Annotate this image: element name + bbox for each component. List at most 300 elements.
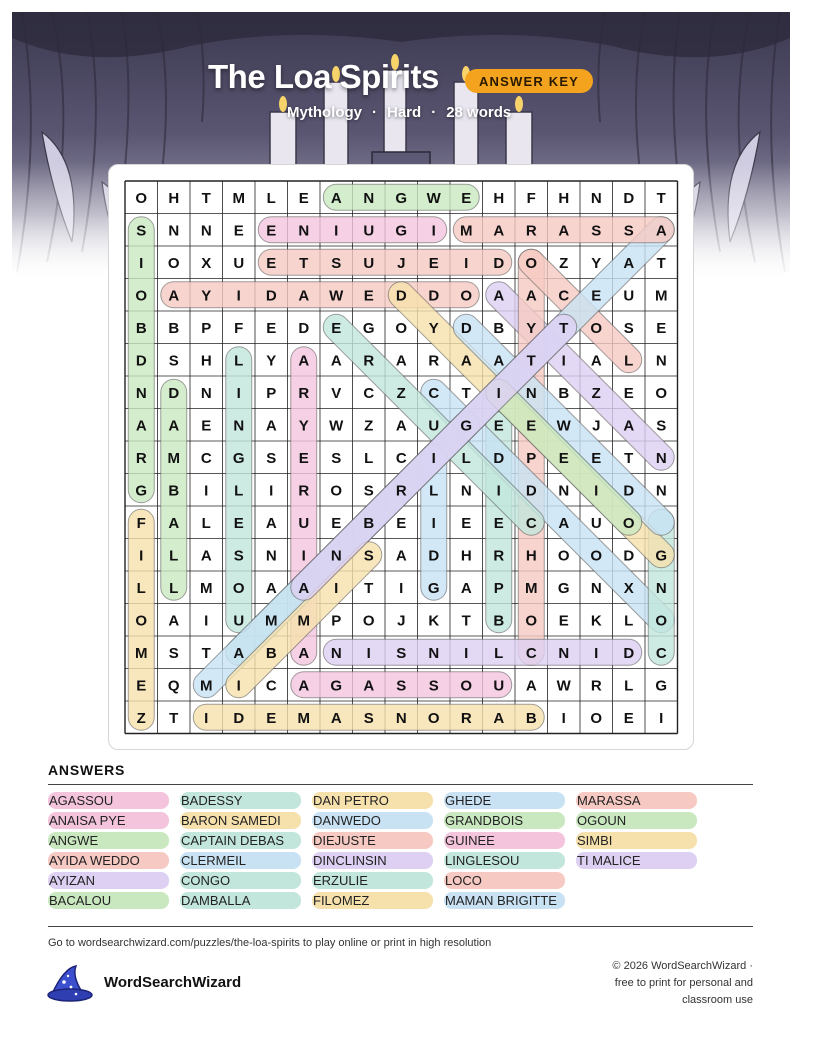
grid-letter: A xyxy=(330,189,342,207)
grid-letter: S xyxy=(168,352,179,370)
grid-letter: O xyxy=(232,579,245,597)
grid-letter: E xyxy=(428,254,439,272)
grid-letter: I xyxy=(594,482,599,500)
grid-letter: Y xyxy=(266,352,277,370)
grid-letter: E xyxy=(331,514,342,532)
grid-letter: S xyxy=(331,254,342,272)
grid-letter: A xyxy=(298,287,310,305)
grid-letter: T xyxy=(461,384,471,402)
answer-item: DAN PETRO xyxy=(312,792,433,809)
grid-letter: N xyxy=(168,222,180,240)
grid-letter: G xyxy=(135,482,148,500)
grid-letter: M xyxy=(525,579,538,597)
grid-letter: I xyxy=(431,449,436,467)
grid-letter: F xyxy=(136,514,146,532)
grid-letter: E xyxy=(558,449,569,467)
grid-letter: A xyxy=(460,352,472,370)
grid-letter: R xyxy=(590,677,602,695)
copyright-text xyxy=(583,958,753,1009)
copyright-line: © 2026 WordSearchWizard · xyxy=(612,960,753,972)
grid-letter: O xyxy=(525,612,538,630)
grid-letter: I xyxy=(594,644,599,662)
grid-letter: Y xyxy=(526,319,537,337)
grid-letter: S xyxy=(396,677,407,695)
grid-letter: N xyxy=(590,579,602,597)
grid-letter: L xyxy=(266,189,276,207)
grid-letter: A xyxy=(525,677,537,695)
grid-letter: M xyxy=(265,612,278,630)
grid-letter: I xyxy=(204,482,209,500)
answer-item: DAMBALLA xyxy=(180,892,301,909)
grid-letter: O xyxy=(590,319,603,337)
grid-letter: U xyxy=(363,222,375,240)
grid-letter: D xyxy=(395,287,407,305)
answer-item: BACALOU xyxy=(48,892,169,909)
grid-letter: E xyxy=(266,222,277,240)
grid-letter: E xyxy=(461,514,472,532)
grid-letter: U xyxy=(298,514,310,532)
grid-letter: S xyxy=(331,449,342,467)
grid-letter: D xyxy=(623,189,635,207)
answer-item: DIEJUSTE xyxy=(312,832,433,849)
grid-letter: L xyxy=(461,449,471,467)
grid-letter: O xyxy=(460,287,473,305)
answer-item: MAMAN BRIGITTE xyxy=(444,892,565,909)
answer-item: CAPTAIN DEBAS xyxy=(180,832,301,849)
grid-letter: S xyxy=(363,482,374,500)
grid-letter: A xyxy=(298,579,310,597)
grid-letter: L xyxy=(136,579,146,597)
grid-letter: H xyxy=(493,189,505,207)
grid-letter: L xyxy=(494,644,504,662)
grid-letter: S xyxy=(623,319,634,337)
grid-letter: E xyxy=(623,384,634,402)
grid-letter: G xyxy=(395,189,408,207)
grid-letter: A xyxy=(200,547,212,565)
grid-letter: J xyxy=(397,612,406,630)
grid-letter: T xyxy=(526,352,536,370)
grid-letter: S xyxy=(591,222,602,240)
answer-item: BARON SAMEDI xyxy=(180,812,301,829)
grid-letter: D xyxy=(493,254,505,272)
grid-letter: W xyxy=(426,189,441,207)
difficulty-label: Hard xyxy=(387,104,422,121)
puzzle-title: The Loa Spirits xyxy=(208,58,439,95)
grid-letter: D xyxy=(168,384,180,402)
grid-letter: T xyxy=(201,644,211,662)
answer-item: TI MALICE xyxy=(576,852,697,869)
grid-letter: E xyxy=(461,189,472,207)
grid-letter: I xyxy=(139,254,144,272)
grid-letter: I xyxy=(139,547,144,565)
grid-letter: G xyxy=(655,547,668,565)
grid-letter: E xyxy=(493,417,504,435)
grid-letter: D xyxy=(298,319,310,337)
grid-letter: D xyxy=(623,482,635,500)
grid-letter: R xyxy=(395,482,407,500)
answer-item: GRANDBOIS xyxy=(444,812,565,829)
grid-letter: A xyxy=(168,612,180,630)
grid-letter: A xyxy=(233,644,245,662)
grid-letter: D xyxy=(428,287,440,305)
grid-letter: X xyxy=(623,579,634,597)
grid-letter: Y xyxy=(591,254,602,272)
grid-letter: B xyxy=(493,612,505,630)
grid-letter: A xyxy=(395,352,407,370)
grid-letter: N xyxy=(655,352,667,370)
grid-letter: N xyxy=(265,547,277,565)
grid-letter: L xyxy=(234,352,244,370)
grid-letter: C xyxy=(558,287,570,305)
grid-letter: A xyxy=(298,352,310,370)
grid-letter: A xyxy=(655,222,667,240)
grid-letter: A xyxy=(265,579,277,597)
answer-item: AYIDA WEDDO xyxy=(48,852,169,869)
grid-letter: E xyxy=(298,189,309,207)
grid-letter: Z xyxy=(136,709,146,727)
grid-letter: L xyxy=(624,677,634,695)
grid-letter: N xyxy=(460,482,472,500)
answer-item: GUINEE xyxy=(444,832,565,849)
grid-letter: U xyxy=(493,677,505,695)
grid-letter: E xyxy=(493,514,504,532)
grid-letter: N xyxy=(558,644,570,662)
grid-letter: F xyxy=(234,319,244,337)
answer-item: CONGO xyxy=(180,872,301,889)
grid-letter: U xyxy=(233,612,245,630)
grid-letter: I xyxy=(561,709,566,727)
grid-letter: S xyxy=(266,449,277,467)
grid-letter: A xyxy=(168,514,180,532)
grid-letter: R xyxy=(363,352,375,370)
category-label: Mythology xyxy=(287,104,362,121)
grid-letter: O xyxy=(622,514,635,532)
grid-letter: C xyxy=(428,384,440,402)
grid-letter: Q xyxy=(167,677,180,695)
grid-letter: O xyxy=(395,319,408,337)
grid-letter: C xyxy=(655,644,667,662)
grid-letter: C xyxy=(200,449,212,467)
grid-letter: K xyxy=(428,612,440,630)
answers-heading: ANSWERS xyxy=(48,762,126,778)
grid-letter: N xyxy=(655,482,667,500)
grid-letter: E xyxy=(656,319,667,337)
answer-item: ANAISA PYE xyxy=(48,812,169,829)
grid-letter: A xyxy=(493,222,505,240)
grid-letter: A xyxy=(363,677,375,695)
grid-letter: M xyxy=(655,287,668,305)
grid-letter: E xyxy=(591,287,602,305)
grid-letter: M xyxy=(167,449,180,467)
grid-letter: I xyxy=(366,644,371,662)
grid-letter: U xyxy=(233,254,245,272)
grid-letter: I xyxy=(431,222,436,240)
grid-letter: E xyxy=(623,709,634,727)
answer-item: SIMBI xyxy=(576,832,697,849)
grid-letter: A xyxy=(460,579,472,597)
answer-item: OGOUN xyxy=(576,812,697,829)
grid-letter: M xyxy=(297,612,310,630)
grid-letter: D xyxy=(623,644,635,662)
grid-letter: N xyxy=(200,384,212,402)
grid-letter: S xyxy=(168,644,179,662)
grid-letter: N xyxy=(330,547,342,565)
grid-letter: A xyxy=(623,254,635,272)
grid-letter: W xyxy=(329,287,344,305)
grid-letter: N xyxy=(590,189,602,207)
grid-letter: O xyxy=(655,384,668,402)
grid-letter: L xyxy=(169,547,179,565)
grid-letter: T xyxy=(624,449,634,467)
grid-letter: P xyxy=(331,612,342,630)
grid-letter: I xyxy=(659,709,664,727)
grid-letter: N xyxy=(135,384,147,402)
grid-letter: O xyxy=(557,547,570,565)
grid-letter: O xyxy=(590,709,603,727)
grid-letter: W xyxy=(556,417,571,435)
grid-letter: P xyxy=(266,384,277,402)
grid-letter: M xyxy=(460,222,473,240)
grid-letter: A xyxy=(330,352,342,370)
grid-letter: A xyxy=(590,352,602,370)
grid-letter: O xyxy=(135,612,148,630)
grid-letter: R xyxy=(298,384,310,402)
grid-letter: T xyxy=(299,254,309,272)
grid-letter: Z xyxy=(591,384,601,402)
grid-letter: L xyxy=(201,514,211,532)
grid-letter: D xyxy=(428,547,440,565)
grid-letter: P xyxy=(201,319,212,337)
grid-letter: W xyxy=(329,417,344,435)
grid-letter: S xyxy=(363,547,374,565)
grid-letter: E xyxy=(363,287,374,305)
grid-letter: S xyxy=(363,709,374,727)
grid-letter: E xyxy=(266,254,277,272)
grid-letter: Z xyxy=(396,384,406,402)
grid-letter: R xyxy=(135,449,147,467)
answer-item: DINCLINSIN xyxy=(312,852,433,869)
grid-letter: B xyxy=(168,319,180,337)
grid-letter: I xyxy=(204,612,209,630)
answer-item: GHEDE xyxy=(444,792,565,809)
grid-letter: N xyxy=(298,222,310,240)
grid-letter: I xyxy=(561,352,566,370)
grid-letter: T xyxy=(169,709,179,727)
grid-letter: H xyxy=(525,547,537,565)
grid-letter: N xyxy=(395,709,407,727)
grid-letter: A xyxy=(395,547,407,565)
grid-letter: L xyxy=(624,612,634,630)
grid-letter: I xyxy=(431,514,436,532)
grid-letter: J xyxy=(592,417,601,435)
grid-letter: D xyxy=(233,709,245,727)
grid-letter: L xyxy=(234,482,244,500)
grid-letter: S xyxy=(136,222,147,240)
grid-letter: A xyxy=(265,514,277,532)
grid-letter: E xyxy=(591,449,602,467)
grid-letter: I xyxy=(399,579,404,597)
separator-dot: · xyxy=(372,104,377,121)
grid-letter: E xyxy=(233,222,244,240)
grid-letter: P xyxy=(526,449,537,467)
grid-letter: O xyxy=(135,189,148,207)
grid-letter: N xyxy=(233,417,245,435)
grid-letter: R xyxy=(298,482,310,500)
grid-letter: E xyxy=(396,514,407,532)
highlight-diejuste xyxy=(258,249,512,275)
grid-letter: N xyxy=(525,384,537,402)
grid-letter: A xyxy=(525,287,537,305)
grid-letter: E xyxy=(298,449,309,467)
grid-letter: E xyxy=(266,709,277,727)
grid-letter: K xyxy=(590,612,602,630)
grid-letter: O xyxy=(655,612,668,630)
grid-letter: I xyxy=(236,384,241,402)
grid-letter: A xyxy=(330,709,342,727)
grid-letter: I xyxy=(464,644,469,662)
grid-letter: E xyxy=(201,417,212,435)
grid-letter: N xyxy=(363,189,375,207)
answer-list xyxy=(48,792,768,909)
grid-letter: O xyxy=(427,709,440,727)
grid-letter: U xyxy=(363,254,375,272)
grid-letter: N xyxy=(558,482,570,500)
grid-letter: H xyxy=(168,189,180,207)
grid-letter: A xyxy=(558,222,570,240)
grid-letter: C xyxy=(363,384,375,402)
grid-letter: C xyxy=(395,449,407,467)
grid-letter: I xyxy=(496,384,501,402)
footer-url-text: Go to wordsearchwizard.com/puzzles/the-loa-spirits to play online or print in high resolution xyxy=(48,937,492,949)
grid-letter: B xyxy=(168,482,180,500)
grid-letter: B xyxy=(525,709,537,727)
grid-letter: D xyxy=(265,287,277,305)
grid-letter: N xyxy=(330,644,342,662)
brand-name: WordSearchWizard xyxy=(104,974,242,991)
grid-letter: A xyxy=(298,677,310,695)
grid-letter: N xyxy=(655,449,667,467)
grid-letter: T xyxy=(201,189,211,207)
grid-letter: I xyxy=(236,287,241,305)
grid-letter: A xyxy=(298,644,310,662)
grid-letter: A xyxy=(135,417,147,435)
grid-letter: D xyxy=(493,449,505,467)
answer-empty-slot xyxy=(576,872,697,889)
grid-letter: R xyxy=(493,547,505,565)
word-count-label: 28 words xyxy=(446,104,512,121)
grid-letter: E xyxy=(558,612,569,630)
grid-letter: I xyxy=(334,222,339,240)
grid-letter: O xyxy=(525,254,538,272)
grid-letter: O xyxy=(330,482,343,500)
answer-item: FILOMEZ xyxy=(312,892,433,909)
grid-letter: E xyxy=(136,677,147,695)
grid-letter: G xyxy=(232,449,245,467)
grid-letter: Z xyxy=(364,417,374,435)
grid-letter: A xyxy=(493,709,505,727)
grid-letter: I xyxy=(236,677,241,695)
grid-letter: G xyxy=(557,579,570,597)
grid-letter: G xyxy=(427,579,440,597)
grid-letter: S xyxy=(233,547,244,565)
grid-letter: O xyxy=(167,254,180,272)
grid-letter: Z xyxy=(559,254,569,272)
grid-letter: L xyxy=(429,482,439,500)
wizard-hat-icon xyxy=(46,964,94,1009)
grid-letter: T xyxy=(656,254,666,272)
grid-letter: D xyxy=(623,547,635,565)
grid-letter: U xyxy=(623,287,635,305)
grid-letter: V xyxy=(331,384,342,402)
grid-letter: G xyxy=(330,677,343,695)
grid-letter: S xyxy=(396,644,407,662)
grid-letter: N xyxy=(655,579,667,597)
answer-item: ERZULIE xyxy=(312,872,433,889)
grid-letter: G xyxy=(395,222,408,240)
separator-dot: · xyxy=(431,104,437,121)
grid-letter: A xyxy=(395,417,407,435)
copyright-line: free to print for personal and xyxy=(614,977,753,989)
grid-letter: A xyxy=(168,287,180,305)
answer-item: CLERMEIL xyxy=(180,852,301,869)
grid-letter: X xyxy=(201,254,212,272)
grid-letter: F xyxy=(526,189,536,207)
grid-letter: N xyxy=(428,644,440,662)
answer-item: MARASSA xyxy=(576,792,697,809)
grid-letter: R xyxy=(428,352,440,370)
grid-letter: A xyxy=(558,514,570,532)
grid-letter: W xyxy=(556,677,571,695)
grid-letter: M xyxy=(297,709,310,727)
grid-letter: L xyxy=(169,579,179,597)
grid-letter: O xyxy=(590,547,603,565)
grid-letter: A xyxy=(168,417,180,435)
grid-letter: E xyxy=(266,319,277,337)
grid-letter: P xyxy=(493,579,504,597)
grid-letter: T xyxy=(656,189,666,207)
highlight-guinee xyxy=(258,217,447,243)
grid-letter: B xyxy=(135,319,147,337)
grid-letter: R xyxy=(460,709,472,727)
grid-letter: I xyxy=(269,482,274,500)
grid-letter: R xyxy=(525,222,537,240)
grid-letter: G xyxy=(460,417,473,435)
grid-letter: B xyxy=(265,644,277,662)
grid-letter: H xyxy=(558,189,570,207)
answer-item: ANGWE xyxy=(48,832,169,849)
grid-letter: G xyxy=(655,677,668,695)
grid-letter: Y xyxy=(298,417,309,435)
grid-letter: S xyxy=(428,677,439,695)
divider xyxy=(48,784,753,785)
grid-letter: M xyxy=(135,644,148,662)
grid-letter: T xyxy=(364,579,374,597)
grid-letter: D xyxy=(135,352,147,370)
grid-letter: E xyxy=(526,417,537,435)
grid-letter: H xyxy=(460,547,472,565)
answer-key-badge: ANSWER KEY xyxy=(465,69,593,93)
answer-item: AYIZAN xyxy=(48,872,169,889)
grid-letter: B xyxy=(363,514,375,532)
grid-letter: D xyxy=(460,319,472,337)
grid-letter: O xyxy=(135,287,148,305)
grid-letter: A xyxy=(623,417,635,435)
puzzle-card xyxy=(108,164,694,750)
grid-letter: I xyxy=(204,709,209,727)
puzzle-meta xyxy=(287,104,511,121)
grid-letter: C xyxy=(265,677,277,695)
grid-letter: C xyxy=(525,644,537,662)
